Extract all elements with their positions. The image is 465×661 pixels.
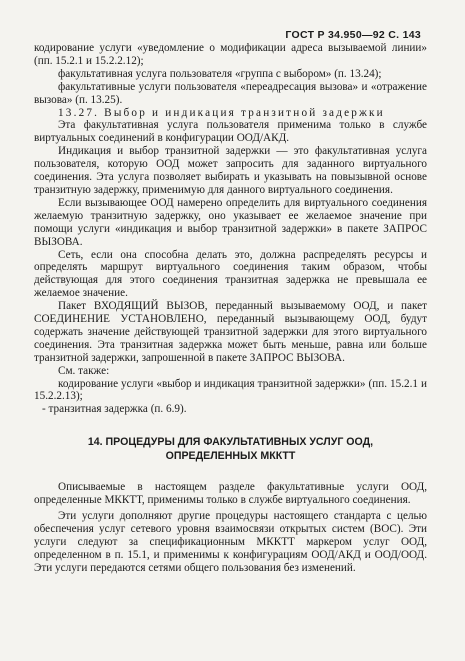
- section-14-title-line-2: ОПРЕДЕЛЕННЫХ МККТТ: [165, 449, 296, 462]
- section-14-paragraph-1: Описываемые в настоящем разделе факультативные услуги ООД, определенные МККТТ, применимы только в службе виртуального соединения.: [34, 481, 427, 507]
- paragraph-top-2: факультативная услуга пользователя «группа с выбором» (п. 13.24);: [58, 67, 382, 80]
- subsection-title-13-27: 13.27. Выбор и индикация транзитной задержки: [58, 106, 385, 119]
- see-also-item-1: кодирование услуги «выбор и индикация транзитной задержки» (пп. 15.2.1 и 15.2.2.13);: [34, 377, 427, 403]
- page-content: [34, 42, 427, 575]
- paragraph-main-3: Если вызывающее ООД намерено определить для виртуального соединения желаемую транзитную задержку, оно указывает ее желаемое значение при помощи услуги «индикация и выбор транзитной задержки» в пакете ЗАПРОС ВЫЗОВА.: [34, 196, 427, 248]
- see-also-item-2-text: транзитная задержка (п. 6.9).: [48, 403, 187, 416]
- paragraph-main-4: Сеть, если она способна делать это, должна распределять ресурсы и определять маршрут виртуального соединения таким образом, чтобы действующая для этого соединения транзитная задержка не превышала ее желаемое значение.: [34, 248, 427, 300]
- paragraph-main-2: Индикация и выбор транзитной задержки — это факультативная услуга пользователя, которую ООД может запросить для заданного виртуального соединения. Эта услуга позволяет выбирать и указывать на повызывной основе транзитную задержку, применимую для данного виртуального соединения.: [34, 145, 427, 196]
- paragraph-main-5: Пакет ВХОДЯЩИЙ ВЫЗОВ, переданный вызываемому ООД, и пакет СОЕДИНЕНИЕ УСТАНОВЛЕНО, переданный вызывающему ООД, будут содержать значение действующей транзитной задержки для этого виртуального соединения. Эта транзитная задержка может быть меньше, равна или больше транзитной задержки, запрошенной в пакете ЗАПРОС ВЫЗОВА.: [34, 300, 427, 364]
- paragraph-top-1: кодирование услуги «уведомление о модификации адреса вызываемой линии» (пп. 15.2.1 и 15.2.2.12);: [34, 42, 427, 67]
- section-14-title: [34, 436, 427, 463]
- page-header: ГОСТ Р 34.950—92 С. 143: [285, 29, 421, 41]
- paragraph-main-1: Эта факультативная услуга пользователя применима только в службе виртуальных соединений в конфигурации ООД/АКД.: [34, 119, 427, 145]
- section-14-paragraph-2: Эти услуги дополняют другие процедуры настоящего стандарта с целью обеспечения услуг сетевого уровня взаимосвязи открытых систем (ВОС). Эти услуги следуют за спецификационным МККТТ маркером услуг ООД, определенном в п. 15.1, и применимы к конфигурациям ООД/АКД и ООД/ООД. Эти услуги передаются сетями общего пользования без изменений.: [34, 510, 427, 574]
- section-14-title-line-1: 14. ПРОЦЕДУРЫ ДЛЯ ФАКУЛЬТАТИВНЫХ УСЛУГ ООД,: [87, 436, 374, 449]
- see-also-item-2: - транзитная задержка (п. 6.9).: [42, 403, 187, 416]
- paragraph-top-3: факультативные услуги пользователя «переадресация вызова» и «отражение вызова» (п. 13.25).: [34, 80, 427, 106]
- see-also-label: См. также:: [58, 364, 110, 377]
